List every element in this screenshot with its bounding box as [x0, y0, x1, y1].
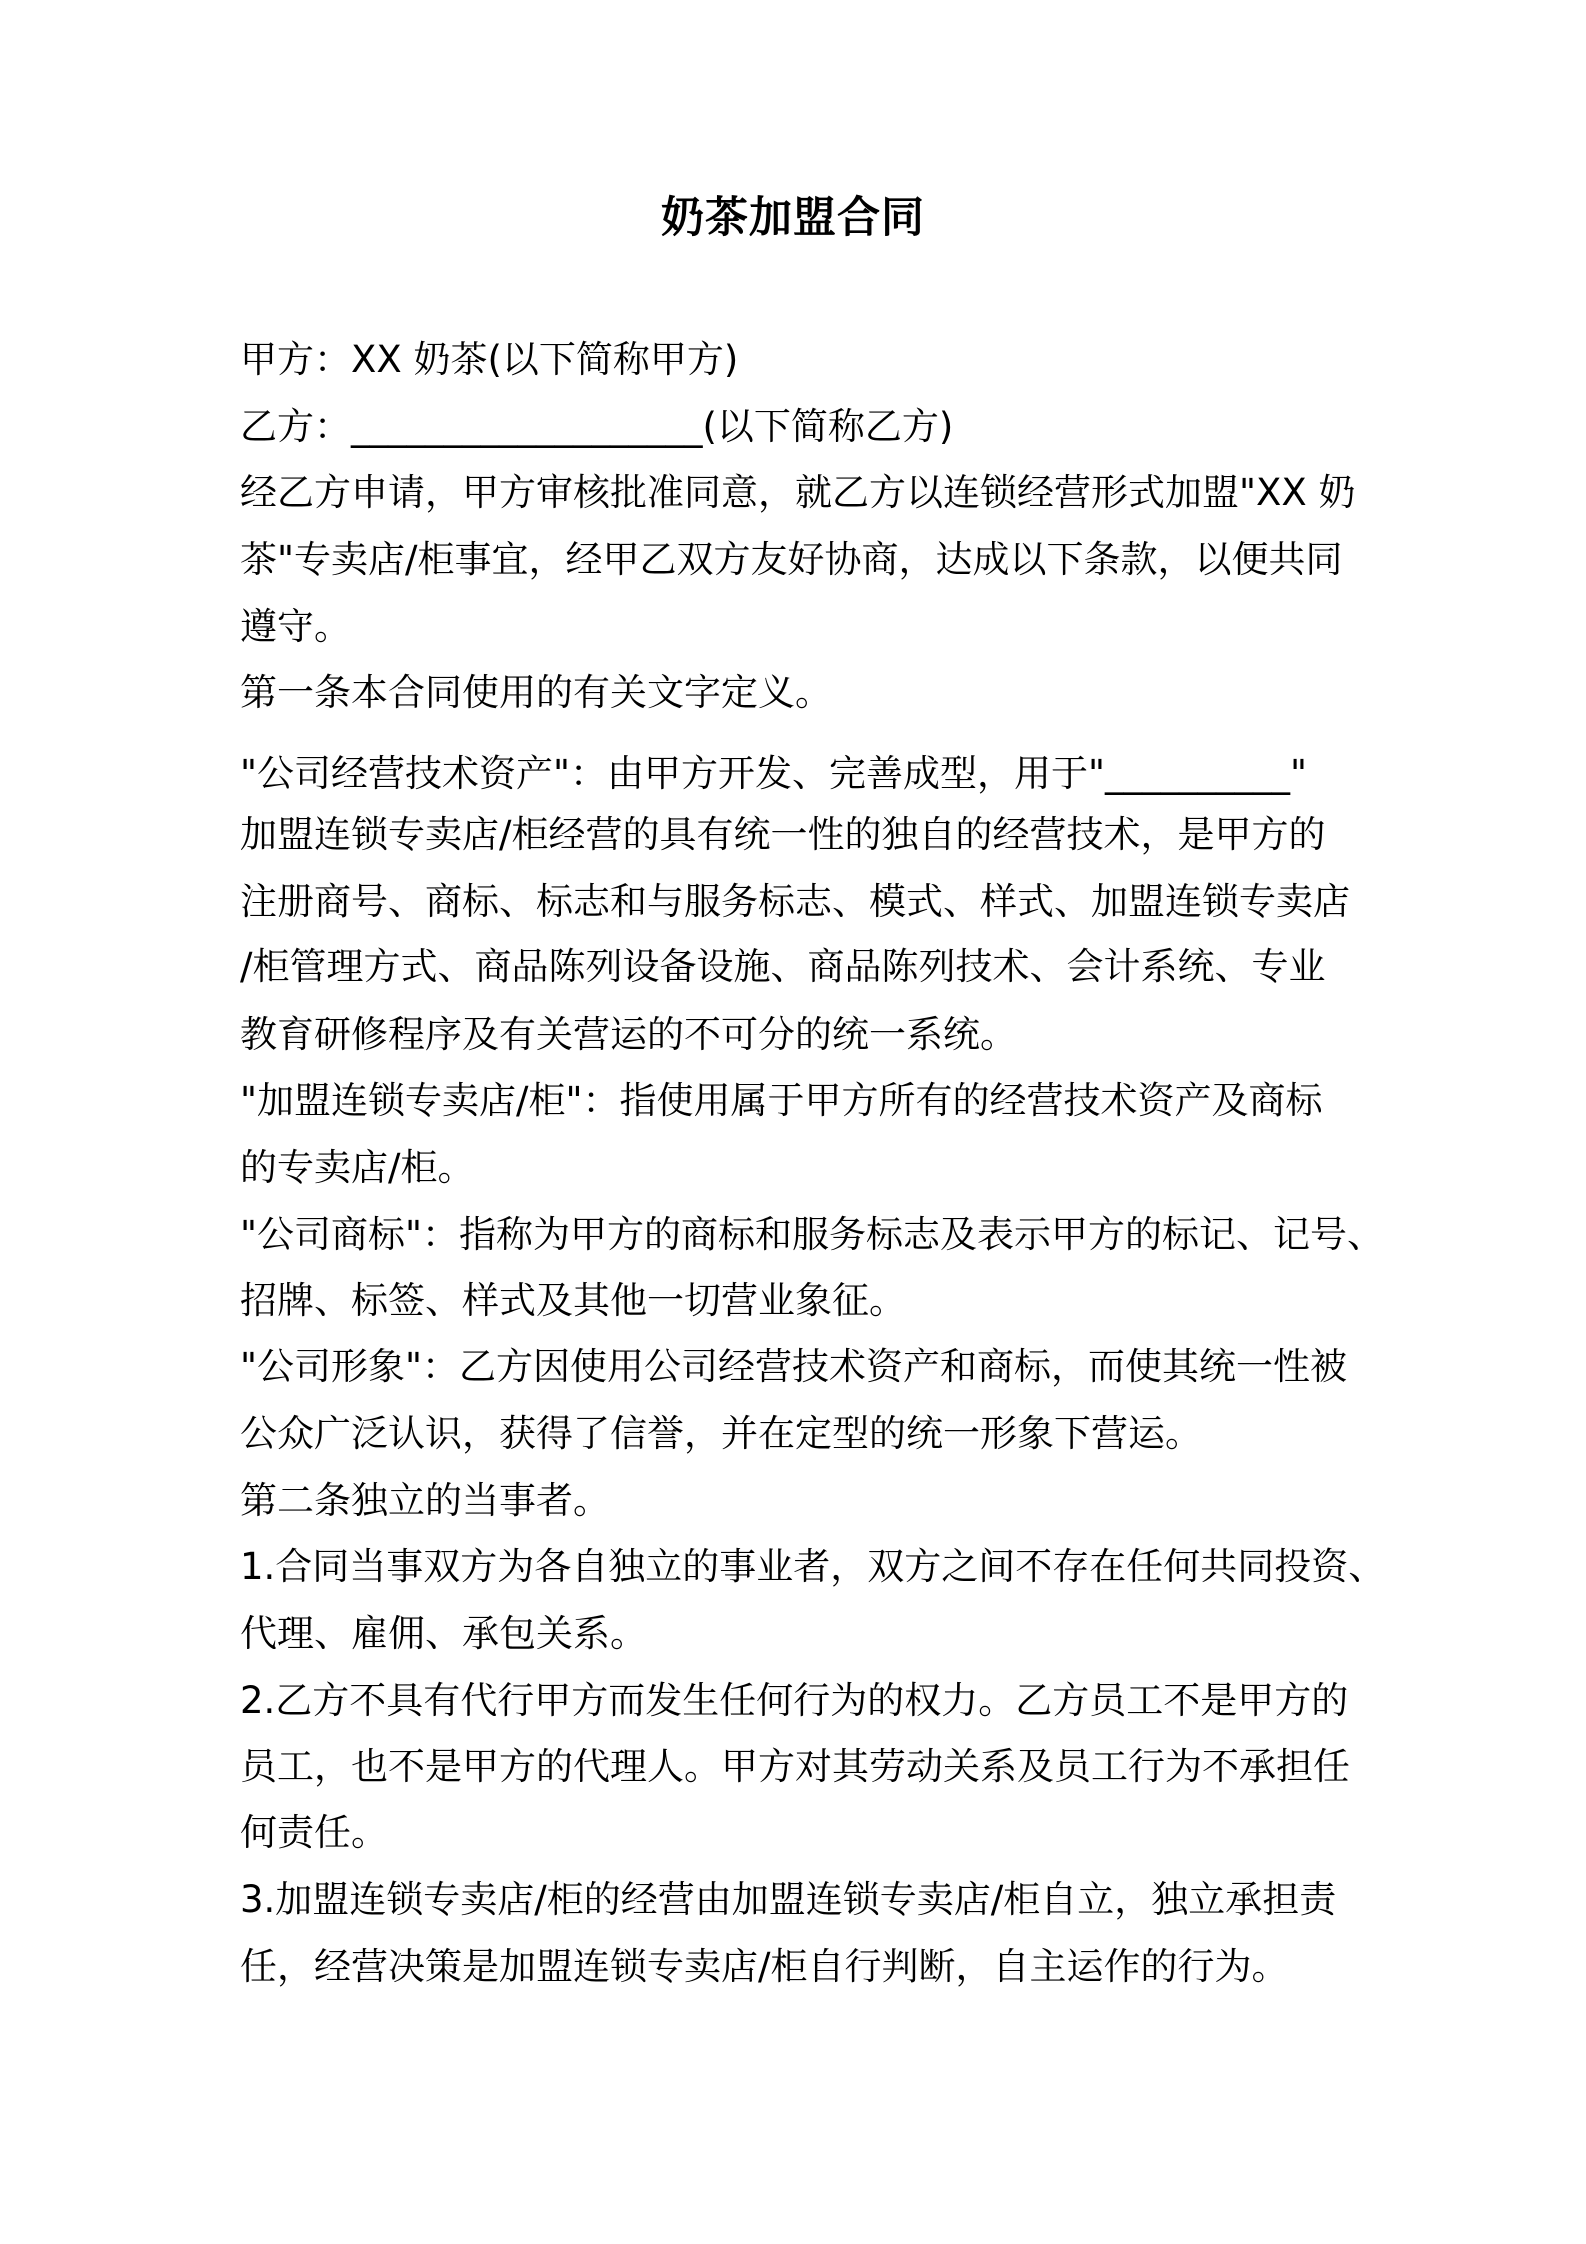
paragraph-line: 教育研修程序及有关营运的不可分的统一系统。 — [240, 1013, 1017, 1056]
paragraph-line: "公司经营技术资产"：由甲方开发、完善成型，用于"__________" — [240, 752, 1308, 795]
paragraph-line: 茶"专卖店/柜事宜，经甲乙双方友好协商，达成以下条款，以便共同 — [240, 538, 1343, 581]
paragraph-line: 任，经营决策是加盟连锁专卖店/柜自行判断，自主运作的行为。 — [240, 1945, 1289, 1988]
paragraph-line: 员工，也不是甲方的代理人。甲方对其劳动关系及员工行为不承担任 — [240, 1745, 1350, 1788]
paragraph-line: 何责任。 — [240, 1811, 388, 1854]
article-heading: 第一条本合同使用的有关文字定义。 — [240, 671, 832, 714]
paragraph-line: 代理、雇佣、承包关系。 — [240, 1612, 647, 1655]
paragraph-line: 2.乙方不具有代行甲方而发生任何行为的权力。乙方员工不是甲方的 — [240, 1679, 1349, 1722]
paragraph-line: /柜管理方式、商品陈列设备设施、商品陈列技术、会计系统、专业 — [240, 945, 1326, 988]
paragraph-line: 遵守。 — [240, 605, 351, 648]
paragraph-line: 加盟连锁专卖店/柜经营的具有统一性的独自的经营技术，是甲方的 — [240, 813, 1326, 856]
paragraph-line: "公司形象"：乙方因使用公司经营技术资产和商标，而使其统一性被 — [240, 1345, 1348, 1388]
article-heading: 第二条独立的当事者。 — [240, 1479, 610, 1522]
paragraph-line: 3.加盟连锁专卖店/柜的经营由加盟连锁专卖店/柜自立，独立承担责 — [240, 1878, 1337, 1921]
paragraph-line: 注册商号、商标、标志和与服务标志、模式、样式、加盟连锁专卖店 — [240, 880, 1350, 923]
paragraph-line: 公众广泛认识，获得了信誉，并在定型的统一形象下营运。 — [240, 1412, 1202, 1455]
party-a-line: 甲方：XX 奶茶(以下简称甲方) — [240, 338, 739, 381]
paragraph-line: 招牌、标签、样式及其他一切营业象征。 — [240, 1279, 906, 1322]
paragraph-line: 经乙方申请，甲方审核批准同意，就乙方以连锁经营形式加盟"XX 奶 — [240, 471, 1356, 514]
paragraph-line: 1.合同当事双方为各自独立的事业者，双方之间不存在任何共同投资、 — [240, 1545, 1386, 1588]
document-title: 奶茶加盟合同 — [661, 193, 925, 243]
paragraph-line: "加盟连锁专卖店/柜"：指使用属于甲方所有的经营技术资产及商标 — [240, 1079, 1323, 1122]
paragraph-line: "公司商标"：指称为甲方的商标和服务标志及表示甲方的标记、记号、 — [240, 1213, 1385, 1256]
paragraph-line: 的专卖店/柜。 — [240, 1146, 475, 1189]
party-b-line: 乙方：___________________(以下简称乙方) — [240, 405, 954, 448]
